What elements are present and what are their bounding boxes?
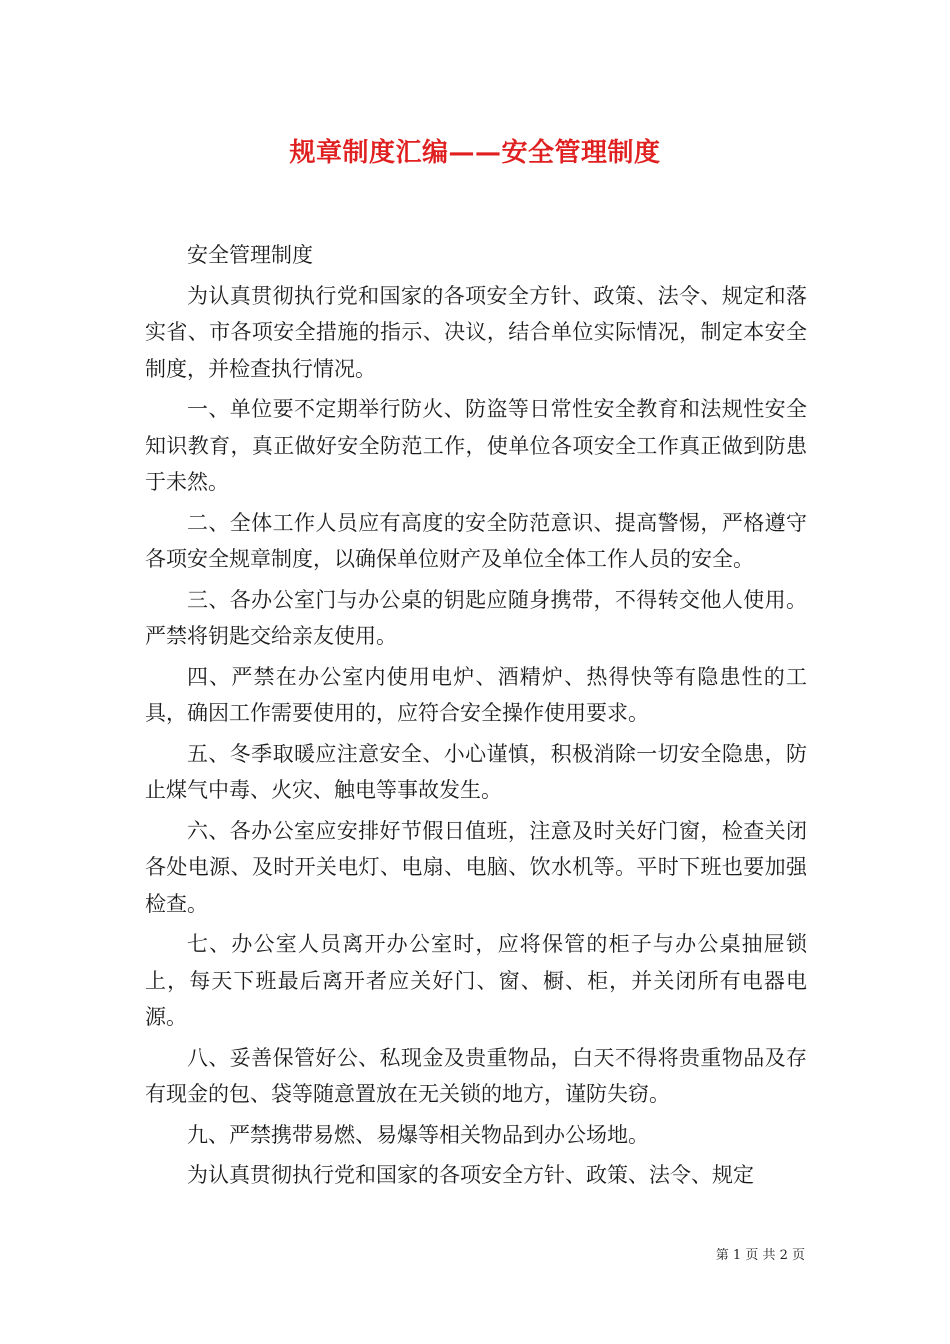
document-body (145, 237, 807, 1198)
paragraph-rule-9: 九、严禁携带易燃、易爆等相关物品到办公场地。 (187, 1122, 649, 1147)
paragraph-intro: 为认真贯彻执行党和国家的各项安全方针、政策、法令、规定和落实省、市各项安全措施的指示、决议，结合单位实际情况，制定本安全制度，并检查执行情况。 (145, 283, 807, 381)
paragraph-rule-4: 四、严禁在办公室内使用电炉、酒精炉、热得快等有隐患性的工具，确因工作需要使用的，应符合安全操作使用要求。 (145, 664, 807, 725)
page-number: 第 1 页 共 2 页 (715, 1248, 805, 1263)
section-heading: 安全管理制度 (187, 243, 313, 267)
paragraph-rule-2: 二、全体工作人员应有高度的安全防范意识、提高警惕，严格遵守各项安全规章制度，以确保单位财产及单位全体工作人员的安全。 (145, 510, 807, 571)
paragraph-rule-3: 三、各办公室门与办公桌的钥匙应随身携带，不得转交他人使用。严禁将钥匙交给亲友使用。 (145, 587, 807, 648)
paragraph-rule-1: 一、单位要不定期举行防火、防盗等日常性安全教育和法规性安全知识教育，真正做好安全防范工作，使单位各项安全工作真正做到防患于未然。 (145, 397, 807, 494)
paragraph-intro-repeat: 为认真贯彻执行党和国家的各项安全方针、政策、法令、规定 (187, 1163, 754, 1187)
paragraph-rule-6: 六、各办公室应安排好节假日值班，注意及时关好门窗，检查关闭各处电源、及时开关电灯、电扇、电脑、饮水机等。平时下班也要加强检查。 (145, 818, 807, 916)
paragraph-rule-7: 七、办公室人员离开办公室时，应将保管的柜子与办公桌抽屉锁上，每天下班最后离开者应关好门、窗、橱、柜，并关闭所有电器电源。 (145, 932, 807, 1029)
paragraph-rule-8: 八、妥善保管好公、私现金及贵重物品，白天不得将贵重物品及存有现金的包、袋等随意置放在无关锁的地方，谨防失窃。 (145, 1045, 807, 1106)
paragraph-rule-5: 五、冬季取暖应注意安全、小心谨慎，积极消除一切安全隐患，防止煤气中毒、火灾、触电等事故发生。 (145, 741, 807, 802)
document-title: 规章制度汇编——安全管理制度 (289, 138, 661, 168)
